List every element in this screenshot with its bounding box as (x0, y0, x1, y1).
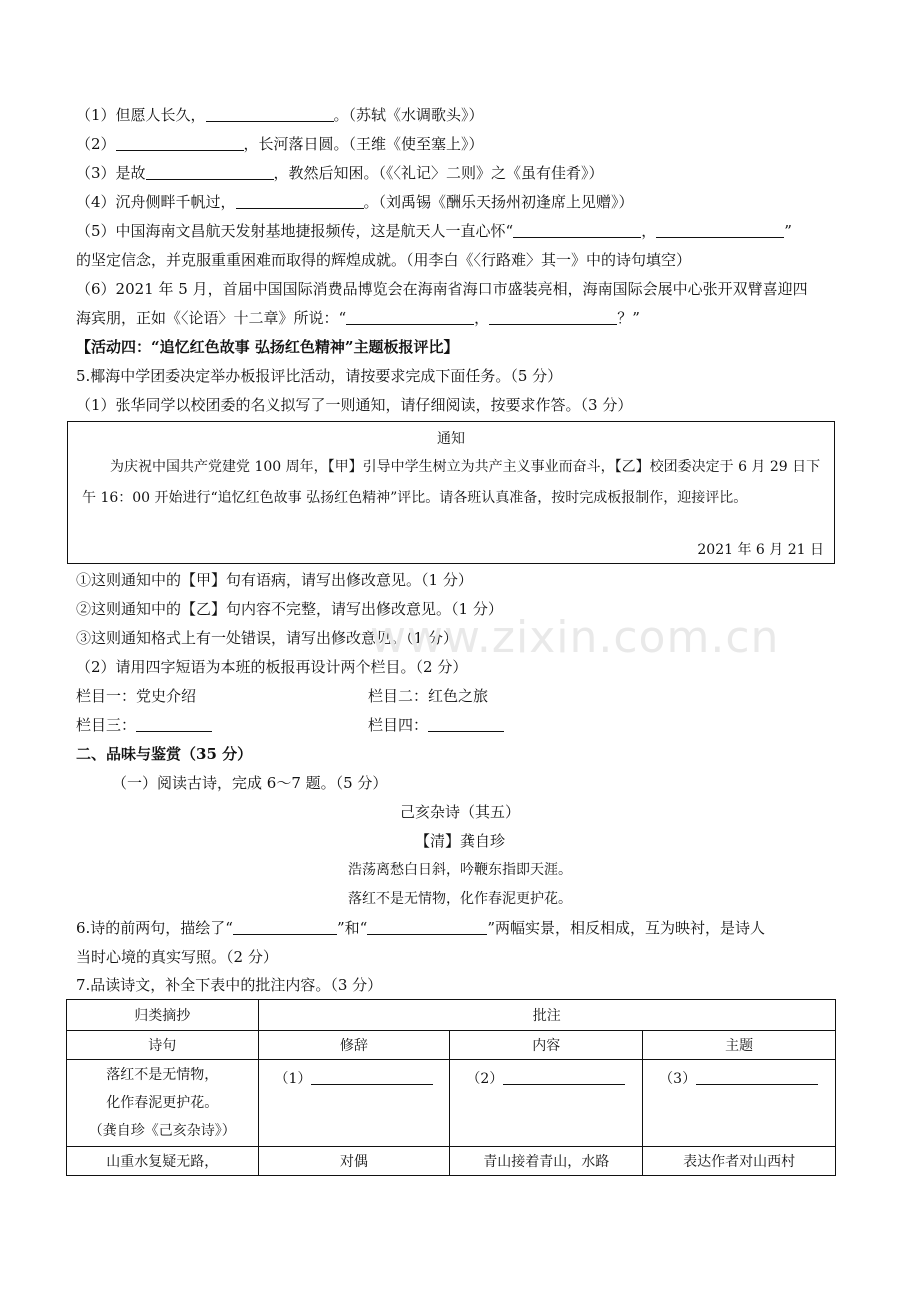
q6-suffix: ？” (617, 309, 640, 327)
section-2-part-1: （一）阅读古诗，完成 6～7 题。（5 分） (112, 774, 388, 792)
q3-prefix: （3）是故 (76, 164, 146, 182)
q2-blank[interactable] (116, 134, 244, 151)
q4-blank[interactable] (236, 192, 364, 209)
notice-question-a: ①这则通知中的【甲】句有语病，请写出修改意见。（1 分） (76, 571, 473, 589)
column-3-label: 栏目三： (76, 716, 137, 734)
row1-poem-source: （龚自珍《己亥杂诗》） (88, 1123, 236, 1139)
row1-theme-label: （3） (659, 1071, 697, 1087)
row1-poem-line-2: 化作春泥更护花。 (106, 1095, 219, 1111)
q6-line-1: （6）2021 年 5 月，首届中国国际消费品博览会在海南省海口市盛装亮相，海南国际会展中心张开双臂喜迎四 (76, 280, 808, 298)
row1-content-cell (450, 1060, 643, 1147)
header-content: 内容 (450, 1031, 643, 1060)
q1-suffix: 。（苏轼《水调歌头》） (333, 106, 484, 124)
q6-separator: ， (474, 309, 490, 327)
notice-box (67, 421, 835, 564)
row1-content-blank[interactable] (503, 1068, 625, 1085)
q5-separator: ， (641, 222, 657, 240)
row1-rhetoric-label: （1） (274, 1071, 312, 1087)
section-2-heading: 二、品味与鉴赏（35 分） (76, 745, 253, 763)
header-excerpt: 归类摘抄 (67, 1000, 259, 1031)
question-5-part-2: （2）请用四字短语为本班的板报再设计两个栏目。（2 分） (76, 658, 468, 676)
annotation-table (66, 999, 836, 1176)
notice-title: 通知 (437, 431, 465, 447)
activity-4-heading: 【活动四：“追忆红色故事 弘扬红色精神”主题板报评比】 (76, 338, 459, 356)
table-row (67, 1060, 836, 1147)
question-6-middle: ”和“ (336, 919, 368, 937)
row1-poem-line-1: 落红不是无情物， (106, 1067, 219, 1083)
row1-theme-cell (643, 1060, 836, 1147)
q6-blank-1[interactable] (346, 308, 474, 325)
question-5-part-1: （1）张华同学以校团委的名义拟写了一则通知，请仔细阅读，按要求作答。（3 分） (76, 396, 633, 414)
fill-question-2 (76, 133, 484, 155)
row1-theme-blank[interactable] (696, 1068, 818, 1085)
column-4-label: 栏目四： (368, 716, 429, 734)
header-poem-lines: 诗句 (67, 1031, 259, 1060)
q1-blank[interactable] (206, 105, 334, 122)
q5-blank-1[interactable] (513, 221, 641, 238)
header-annotation: 批注 (258, 1000, 836, 1031)
notice-question-c: ③这则通知格式上有一处错误，请写出修改意见。（1 分） (76, 629, 458, 647)
fill-question-4 (76, 191, 634, 213)
row2-theme-cell: 表达作者对山西村 (643, 1147, 836, 1176)
q2-prefix: （2） (76, 135, 116, 153)
column-3 (76, 714, 212, 736)
table-header-row-2 (67, 1031, 836, 1060)
table-header-row-1 (67, 1000, 836, 1031)
fill-question-5 (76, 220, 792, 242)
q5-blank-2[interactable] (656, 221, 784, 238)
q5-prefix: （5）中国海南文昌航天发射基地捷报频传，这是航天人一直心怀“ (76, 222, 514, 240)
column-2: 栏目二：红色之旅 (368, 687, 489, 705)
row2-poem-cell: 山重水复疑无路， (67, 1147, 259, 1176)
q3-blank[interactable] (146, 163, 274, 180)
question-6-blank-1[interactable] (233, 918, 337, 935)
notice-question-b: ②这则通知中的【乙】句内容不完整，请写出修改意见。（1 分） (76, 600, 503, 618)
row1-poem-cell (67, 1060, 259, 1147)
question-6-continuation: 当时心境的真实写照。（2 分） (76, 948, 278, 966)
fill-question-1 (76, 104, 484, 126)
header-rhetoric: 修辞 (258, 1031, 450, 1060)
question-6-blank-2[interactable] (367, 918, 487, 935)
row2-content-cell: 青山接着青山，水路 (450, 1147, 643, 1176)
row1-rhetoric-cell (258, 1060, 450, 1147)
question-6 (76, 917, 765, 939)
notice-date: 2021 年 6 月 21 日 (697, 542, 824, 558)
poem-title: 己亥杂诗（其五） (399, 803, 520, 821)
q4-suffix: 。（刘禹锡《酬乐天扬州初逢席上见赠》） (363, 193, 634, 211)
q6-prefix: 海宾朋，正如《〈论语〉十二章》所说：“ (76, 309, 347, 327)
column-4 (368, 714, 504, 736)
row1-rhetoric-blank[interactable] (311, 1068, 433, 1085)
header-theme: 主题 (643, 1031, 836, 1060)
notice-body: 为庆祝中国共产党建党 100 周年，【甲】引导中学生树立为共产主义事业而奋斗，【乙】校团委决定于 6 月 29 日下午 16：00 开始进行“追忆红色故事 弘扬红色精神”评比。请各班认真准备，按时完成板报制作，迎接评比。 (82, 459, 821, 506)
poem-line-2: 落红不是无情物，化作春泥更护花。 (348, 891, 572, 907)
column-3-blank[interactable] (136, 715, 212, 732)
q5-suffix: ” (784, 222, 792, 240)
q1-prefix: （1）但愿人长久， (76, 106, 206, 124)
question-6-suffix: ”两幅实景，相反相成，互为映衬，是诗人 (487, 919, 765, 937)
question-7: 7.品读诗文，补全下表中的批注内容。（3 分） (76, 976, 383, 994)
q2-suffix: ，长河落日圆。（王维《使至塞上》） (243, 135, 484, 153)
fill-question-6 (76, 307, 640, 329)
q4-prefix: （4）沉舟侧畔千帆过， (76, 193, 236, 211)
q6-blank-2[interactable] (489, 308, 617, 325)
column-4-blank[interactable] (428, 715, 504, 732)
column-1: 栏目一：党史介绍 (76, 687, 197, 705)
table-row (67, 1147, 836, 1176)
q5-continuation: 的坚定信念，并克服重重困难而取得的辉煌成就。（用李白《〈行路难〉其一》中的诗句填空） (76, 251, 692, 269)
q3-suffix: ，教然后知困。（《〈礼记〉二则》之《虽有佳肴》） (273, 164, 604, 182)
poem-line-1: 浩荡离愁白日斜，吟鞭东指即天涯。 (348, 862, 572, 878)
question-5-intro: 5.椰海中学团委决定举办板报评比活动，请按要求完成下面任务。（5 分） (76, 367, 563, 385)
fill-question-3 (76, 162, 604, 184)
row2-rhetoric-cell: 对偶 (258, 1147, 450, 1176)
watermark: www.zixin.com.cn (370, 612, 780, 663)
question-6-prefix: 6.诗的前两句，描绘了“ (76, 919, 233, 937)
row1-content-label: （2） (466, 1071, 504, 1087)
poem-author: 【清】龚自珍 (414, 832, 505, 850)
